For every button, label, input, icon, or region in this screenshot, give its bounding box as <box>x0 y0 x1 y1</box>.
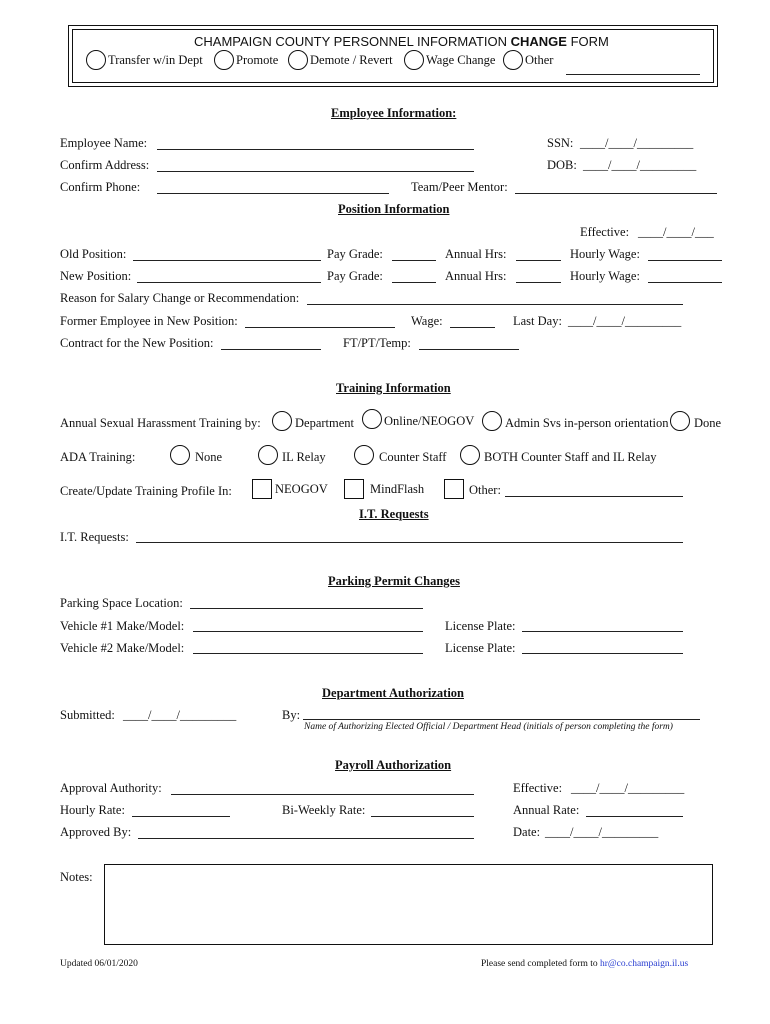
ssn-label: SSN: <box>547 136 574 150</box>
phone-label: Confirm Phone: <box>60 180 141 194</box>
harassment-adminsvs-label: Admin Svs in-person orientation <box>505 416 669 430</box>
address-line[interactable] <box>157 171 474 172</box>
ada-none-radio[interactable] <box>170 445 190 465</box>
promote-radio[interactable] <box>214 50 234 70</box>
vehicle2-line[interactable] <box>193 653 423 654</box>
wage-change-radio[interactable] <box>404 50 424 70</box>
plate1-label: License Plate: <box>445 619 516 633</box>
harassment-department-label: Department <box>295 416 355 430</box>
other-line[interactable] <box>566 74 700 75</box>
profile-mindflash-checkbox[interactable] <box>344 479 364 499</box>
payroll-date-label: Date: <box>513 825 541 839</box>
training-heading: Training Information <box>336 381 451 395</box>
annual-rate-label: Annual Rate: <box>513 803 580 817</box>
dob-label: DOB: <box>547 158 577 172</box>
new-hourly-wage-line[interactable] <box>648 282 722 283</box>
profile-other-checkbox[interactable] <box>444 479 464 499</box>
ada-both-radio[interactable] <box>460 445 480 465</box>
contract-label: Contract for the New Position: <box>60 336 214 350</box>
new-pay-grade-line[interactable] <box>392 282 436 283</box>
annual-rate-line[interactable] <box>586 816 683 817</box>
new-position-line[interactable] <box>137 282 321 283</box>
payroll-date-mask[interactable]: ____/____/_________ <box>545 825 659 839</box>
new-annual-hrs-line[interactable] <box>516 282 561 283</box>
old-annual-hrs-label: Annual Hrs: <box>445 247 507 261</box>
biweekly-rate-label: Bi-Weekly Rate: <box>282 803 366 817</box>
employee-name-label: Employee Name: <box>60 136 148 150</box>
position-heading: Position Information <box>338 202 450 216</box>
profile-other-line[interactable] <box>505 496 683 497</box>
it-line[interactable] <box>136 542 683 543</box>
form-title: CHAMPAIGN COUNTY PERSONNEL INFORMATION CHANGE FORM <box>194 34 609 49</box>
biweekly-rate-line[interactable] <box>371 816 474 817</box>
department-heading: Department Authorization <box>322 686 464 700</box>
send-text: Please send completed form to <box>481 959 600 969</box>
former-employee-label: Former Employee in New Position: <box>60 314 238 328</box>
old-annual-hrs-line[interactable] <box>516 260 561 261</box>
profile-other-label: Other: <box>469 483 501 497</box>
address-label: Confirm Address: <box>60 158 150 172</box>
payroll-effective-mask[interactable]: ____/____/_________ <box>571 781 685 795</box>
it-heading: I.T. Requests <box>359 507 429 521</box>
vehicle1-line[interactable] <box>193 631 423 632</box>
demote-label: Demote / Revert <box>310 53 393 67</box>
other-label: Other <box>525 53 554 67</box>
plate2-line[interactable] <box>522 653 683 654</box>
old-pay-grade-line[interactable] <box>392 260 436 261</box>
vehicle2-label: Vehicle #2 Make/Model: <box>60 641 185 655</box>
harassment-neogov-radio[interactable] <box>362 409 382 429</box>
wage-line[interactable] <box>450 327 495 328</box>
payroll-effective-label: Effective: <box>513 781 563 795</box>
mentor-line[interactable] <box>515 193 717 194</box>
reason-line[interactable] <box>307 304 683 305</box>
ftpt-label: FT/PT/Temp: <box>343 336 411 350</box>
wage-label: Wage: <box>411 314 443 328</box>
submitted-mask[interactable]: ____/____/_________ <box>123 708 237 722</box>
harassment-label: Annual Sexual Harassment Training by: <box>60 416 261 430</box>
parking-heading: Parking Permit Changes <box>328 574 460 588</box>
new-hourly-wage-label: Hourly Wage: <box>570 269 640 283</box>
ada-ilrelay-radio[interactable] <box>258 445 278 465</box>
profile-neogov-label: NEOGOV <box>275 482 328 496</box>
notes-label: Notes: <box>60 870 93 884</box>
reason-label: Reason for Salary Change or Recommendation: <box>60 291 300 305</box>
approved-by-label: Approved By: <box>60 825 132 839</box>
ada-counter-radio[interactable] <box>354 445 374 465</box>
demote-radio[interactable] <box>288 50 308 70</box>
phone-line[interactable] <box>157 193 389 194</box>
email-link[interactable]: hr@co.champaign.il.us <box>599 959 689 969</box>
harassment-adminsvs-radio[interactable] <box>482 411 502 431</box>
submitted-label: Submitted: <box>60 708 115 722</box>
approval-authority-label: Approval Authority: <box>60 781 162 795</box>
send-instructions <box>481 959 688 969</box>
employee-heading: Employee Information: <box>331 106 457 120</box>
old-position-line[interactable] <box>133 260 321 261</box>
old-hourly-wage-label: Hourly Wage: <box>570 247 640 261</box>
plate1-line[interactable] <box>522 631 683 632</box>
it-label: I.T. Requests: <box>60 530 129 544</box>
ada-both-label: BOTH Counter Staff and IL Relay <box>484 450 657 464</box>
ada-none-label: None <box>195 450 223 464</box>
last-day-label: Last Day: <box>513 314 562 328</box>
plate2-label: License Plate: <box>445 641 516 655</box>
updated-date: Updated 06/01/2020 <box>60 959 138 969</box>
hourly-rate-label: Hourly Rate: <box>60 803 125 817</box>
by-caption: Name of Authorizing Elected Official / Department Head (initials of person completing the form) <box>304 722 673 732</box>
mentor-label: Team/Peer Mentor: <box>411 180 508 194</box>
parking-space-label: Parking Space Location: <box>60 596 183 610</box>
new-annual-hrs-label: Annual Hrs: <box>445 269 507 283</box>
ada-counter-label: Counter Staff <box>379 450 447 464</box>
profile-label: Create/Update Training Profile In: <box>60 484 232 498</box>
parking-space-line[interactable] <box>190 608 423 609</box>
approval-authority-line[interactable] <box>171 794 474 795</box>
last-day-mask[interactable]: ____/____/_________ <box>568 314 682 328</box>
old-pay-grade-label: Pay Grade: <box>327 247 383 261</box>
approved-by-line[interactable] <box>138 838 474 839</box>
position-effective-label: Effective: <box>580 225 630 239</box>
new-position-label: New Position: <box>60 269 132 283</box>
vehicle1-label: Vehicle #1 Make/Model: <box>60 619 185 633</box>
harassment-done-label: Done <box>694 416 722 430</box>
dob-mask[interactable]: ____/____/_________ <box>583 158 697 172</box>
by-label: By: <box>282 708 301 722</box>
by-line[interactable] <box>303 719 700 720</box>
transfer-radio[interactable] <box>86 50 106 70</box>
ftpt-line[interactable] <box>419 349 519 350</box>
wage-change-label: Wage Change <box>426 53 496 67</box>
transfer-label: Transfer w/in Dept <box>108 53 203 67</box>
harassment-done-radio[interactable] <box>670 411 690 431</box>
profile-mindflash-label: MindFlash <box>370 482 425 496</box>
contract-line[interactable] <box>221 349 321 350</box>
old-hourly-wage-line[interactable] <box>648 260 722 261</box>
employee-name-line[interactable] <box>157 149 474 150</box>
position-effective-mask[interactable]: ____/____/___ <box>638 225 714 239</box>
payroll-heading: Payroll Authorization <box>335 758 452 772</box>
ssn-mask[interactable]: ____/____/_________ <box>580 136 694 150</box>
profile-neogov-checkbox[interactable] <box>252 479 272 499</box>
former-employee-line[interactable] <box>245 327 395 328</box>
harassment-neogov-label: Online/NEOGOV <box>384 414 475 428</box>
old-position-label: Old Position: <box>60 247 127 261</box>
ada-label: ADA Training: <box>60 450 136 464</box>
ada-ilrelay-label: IL Relay <box>282 450 326 464</box>
harassment-department-radio[interactable] <box>272 411 292 431</box>
other-radio[interactable] <box>503 50 523 70</box>
hourly-rate-line[interactable] <box>132 816 230 817</box>
promote-label: Promote <box>236 53 279 67</box>
notes-box[interactable] <box>104 864 713 945</box>
new-pay-grade-label: Pay Grade: <box>327 269 383 283</box>
